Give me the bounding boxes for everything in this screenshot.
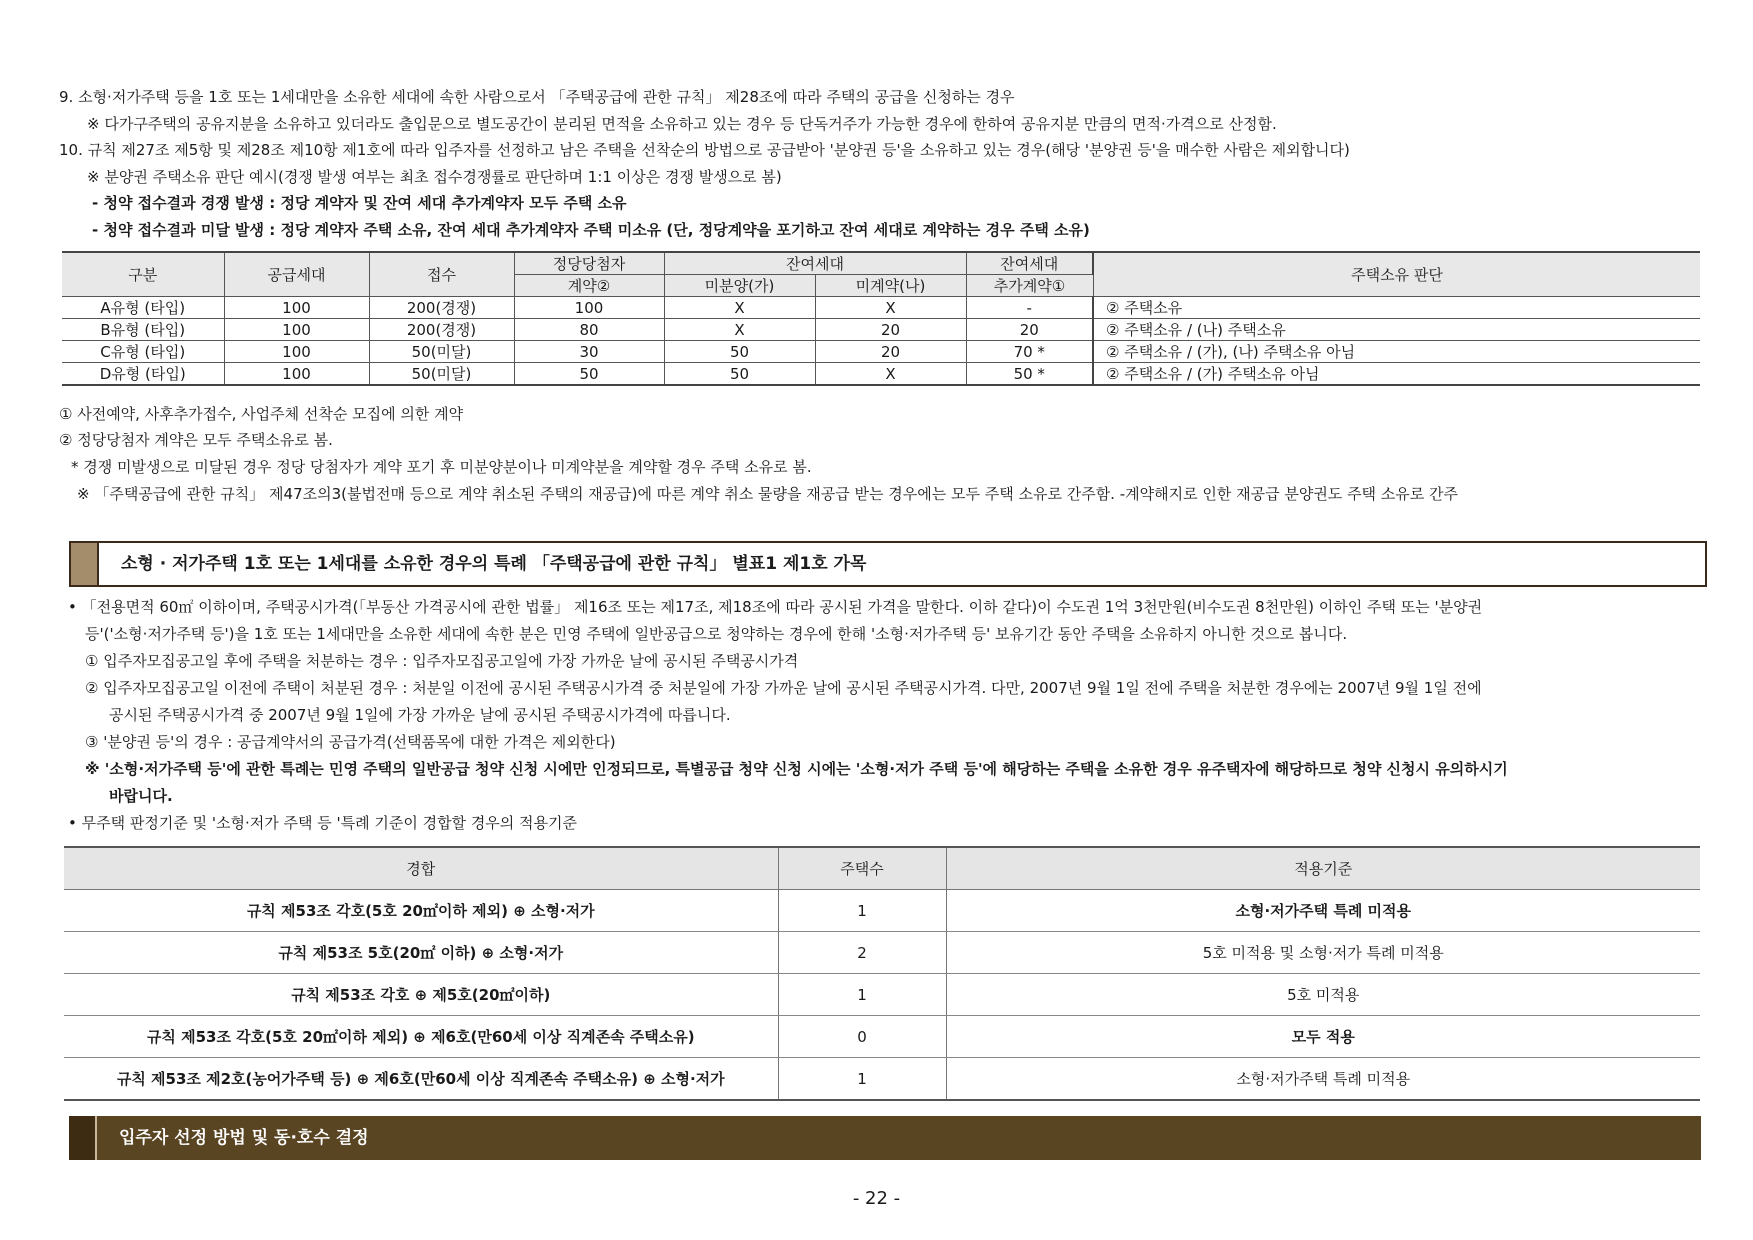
cell-supply: 100 [224,341,369,363]
item-9: 9. 소형·저가주택 등을 1호 또는 1세대만을 소유한 세대에 속한 사람으로서 「주택공급에 관한 규칙」 제28조에 따라 주택의 공급을 신청하는 경우 [59,88,1015,106]
item-10: 10. 규칙 제27조 제5항 및 제28조 제10항 제1호에 따라 입주자를 선정하고 남은 주택을 선착순의 방법으로 공급받아 '분양권 등'을 소유하고 있는 경우(해당 '분양권 등'을 매수한 사람은 제외합니다) [59,141,1350,159]
table-row [62,363,1700,386]
cell-unsold: 50 [664,363,815,386]
th-winner-bottom: 계약② [514,275,664,297]
cell-type: C유형 (타입) [62,341,224,363]
th-apply: 접수 [369,252,514,297]
note-4: ※ 「주택공급에 관한 규칙」 제47조의3(불법전매 등으로 계약 취소된 주택의 재공급)에 따른 계약 취소 물량을 재공급 받는 경우에는 모두 주택 소유로 간주함. -계약해지로 인한 재공급 분양권도 주택 소유로 간주 [77,485,1459,503]
criteria-2-line-2: 공시된 주택공시가격 중 2007년 9월 1일에 가장 가까운 날에 공시된 주택공시가격에 따릅니다. [109,706,731,724]
th-unsold: 미분양(가) [664,275,815,297]
cell-winner: 80 [514,319,664,341]
bullet-2: • 무주택 판정기준 및 '소형·저가 주택 등 '특례 기준이 경합할 경우의 적용기준 [68,814,578,832]
note-2: ② 정당당첨자 계약은 모두 주택소유로 봄. [59,431,333,449]
cell-combo: 규칙 제53조 각호(5호 20㎡이하 제외) ⊕ 소형·저가 [64,890,778,932]
th-type: 구분 [62,252,224,297]
criteria-3: ③ '분양권 등'의 경우 : 공급계약서의 공급가격(선택품목에 대한 가격은 제외한다) [85,733,616,751]
cell-winner: 30 [514,341,664,363]
cell-judge: ② 주택소유 [1093,297,1700,319]
cell-judge: ② 주택소유 / (가) 주택소유 아님 [1093,363,1700,386]
cell-combo: 규칙 제53조 각호(5호 20㎡이하 제외) ⊕ 제6호(만60세 이상 직계존속 주택소유) [64,1016,778,1058]
cell-count: 0 [778,1016,946,1058]
section-marker [71,543,99,585]
table-row [62,319,1700,341]
page-number: - 22 - [852,1188,901,1209]
cell-extra: 70 * [966,341,1093,363]
ownership-example-table [62,251,1700,386]
cell-apply: 200(경쟁) [369,297,514,319]
cell-uncontract: X [815,363,966,386]
cell-count: 1 [778,974,946,1016]
cell-supply: 100 [224,363,369,386]
bullet-1-line-2: 등'('소형·저가주택 등')을 1호 또는 1세대만을 소유한 세대에 속한 분은 민영 주택에 일반공급으로 청약하는 경우에 한해 '소형·저가주택 등' 보유기간 동안 주택을 소유하지 아니한 것으로 봅니다. [85,625,1348,643]
cell-count: 1 [778,1058,946,1101]
warning-line-2: 바랍니다. [109,787,173,805]
table-row [62,341,1700,363]
cell-apply: 50(미달) [369,363,514,386]
table-row [64,1016,1700,1058]
cell-supply: 100 [224,319,369,341]
cell-apply: 50(미달) [369,341,514,363]
cell-uncontract: 20 [815,341,966,363]
cell-unsold: X [664,319,815,341]
cell-unsold: X [664,297,815,319]
cell-supply: 100 [224,297,369,319]
cell-count: 1 [778,890,946,932]
table-row [64,1058,1700,1101]
th-rule: 적용기준 [946,847,1700,890]
cell-rule: 5호 미적용 [946,974,1700,1016]
cell-combo: 규칙 제53조 각호 ⊕ 제5호(20㎡이하) [64,974,778,1016]
table-row [64,932,1700,974]
th-winner-top: 정당당첨자 [514,252,664,275]
table-row [64,974,1700,1016]
cell-apply: 200(경쟁) [369,319,514,341]
note-3: * 경쟁 미발생으로 미달된 경우 정당 당첨자가 계약 포기 후 미분양분이나 미계약분을 계약할 경우 주택 소유로 봄. [71,458,812,476]
section-header-small-lowprice [69,541,1707,587]
cell-judge: ② 주택소유 / (나) 주택소유 [1093,319,1700,341]
cell-rule: 소형·저가주택 특례 미적용 [946,890,1700,932]
cell-judge: ② 주택소유 / (가), (나) 주택소유 아님 [1093,341,1700,363]
cell-rule: 5호 미적용 및 소형·저가 특례 미적용 [946,932,1700,974]
bullet-1-line-1: • 「전용면적 60㎡ 이하이며, 주택공시가격(「부동산 가격공시에 관한 법률」 제16조 또는 제17조, 제18조에 따라 공시된 가격을 말한다. 이하 같다)이 수도권 1억 3천만원(비수도권 8천만원) 이하인 주택 또는 '분양권 [68,598,1483,616]
section-marker [69,1116,97,1160]
warning-line-1: ※ '소형·저가주택 등'에 관한 특례는 민영 주택의 일반공급 청약 신청 시에만 인정되므로, 특별공급 청약 신청 시에는 '소형·저가 주택 등'에 해당하는 주택을 소유한 경우 유주택자에 해당하므로 청약 신청시 유의하시기 [85,760,1508,778]
item-10-case-short: - 청약 접수결과 미달 발생 : 정당 계약자 주택 소유, 잔여 세대 추가계약자 주택 미소유 (단, 정당계약을 포기하고 잔여 세대로 계약하는 경우 주택 소유) [92,221,1090,239]
cell-type: D유형 (타입) [62,363,224,386]
criteria-1: ① 입주자모집공고일 후에 주택을 처분하는 경우 : 입주자모집공고일에 가장 가까운 날에 공시된 주택공시가격 [85,652,799,670]
th-supply: 공급세대 [224,252,369,297]
th-uncontract: 미계약(나) [815,275,966,297]
th-combo: 경합 [64,847,778,890]
th-extra-top: 잔여세대 [966,252,1093,275]
th-count: 주택수 [778,847,946,890]
cell-count: 2 [778,932,946,974]
cell-uncontract: 20 [815,319,966,341]
th-judge: 주택소유 판단 [1093,252,1700,297]
th-remain: 잔여세대 [664,252,966,275]
cell-extra: 50 * [966,363,1093,386]
section-title: 소형 · 저가주택 1호 또는 1세대를 소유한 경우의 특례 「주택공급에 관한 규칙」 별표1 제1호 가목 [121,554,867,574]
item-9-note: ※ 다가구주택의 공유지분을 소유하고 있더라도 출입문으로 별도공간이 분리된 면적을 소유하고 있는 경우 등 단독거주가 가능한 경우에 한하여 공유지분 만큼의 면적·가격으로 산정함. [87,115,1277,133]
cell-extra: 20 [966,319,1093,341]
cell-combo: 규칙 제53조 5호(20㎡ 이하) ⊕ 소형·저가 [64,932,778,974]
cell-rule: 모두 적용 [946,1016,1700,1058]
cell-rule: 소형·저가주택 특례 미적용 [946,1058,1700,1101]
table-row [64,890,1700,932]
section-header-selection [69,1116,1701,1160]
item-10-case-compete: - 청약 접수결과 경쟁 발생 : 정당 계약자 및 잔여 세대 추가계약자 모두 주택 소유 [92,194,627,212]
cell-type: A유형 (타입) [62,297,224,319]
th-extra-bottom: 추가계약① [966,275,1093,297]
note-1: ① 사전예약, 사후추가접수, 사업주체 선착순 모집에 의한 계약 [59,405,464,423]
table-row [62,297,1700,319]
cell-unsold: 50 [664,341,815,363]
section-title: 입주자 선정 방법 및 동·호수 결정 [119,1128,369,1148]
item-10-note: ※ 분양권 주택소유 판단 예시(경쟁 발생 여부는 최초 접수경쟁률로 판단하며 1:1 이상은 경쟁 발생으로 봄) [87,168,782,186]
criteria-2-line-1: ② 입주자모집공고일 이전에 주택이 처분된 경우 : 처분일 이전에 공시된 주택공시가격 중 처분일에 가장 가까운 날에 공시된 주택공시가격. 다만, 2007년 9월 1일 전에 주택을 처분한 경우에는 2007년 9월 1일 전에 [85,679,1482,697]
competing-criteria-table [64,846,1700,1101]
cell-extra: - [966,297,1093,319]
cell-combo: 규칙 제53조 제2호(농어가주택 등) ⊕ 제6호(만60세 이상 직계존속 주택소유) ⊕ 소형·저가 [64,1058,778,1101]
cell-type: B유형 (타입) [62,319,224,341]
cell-uncontract: X [815,297,966,319]
cell-winner: 50 [514,363,664,386]
cell-winner: 100 [514,297,664,319]
